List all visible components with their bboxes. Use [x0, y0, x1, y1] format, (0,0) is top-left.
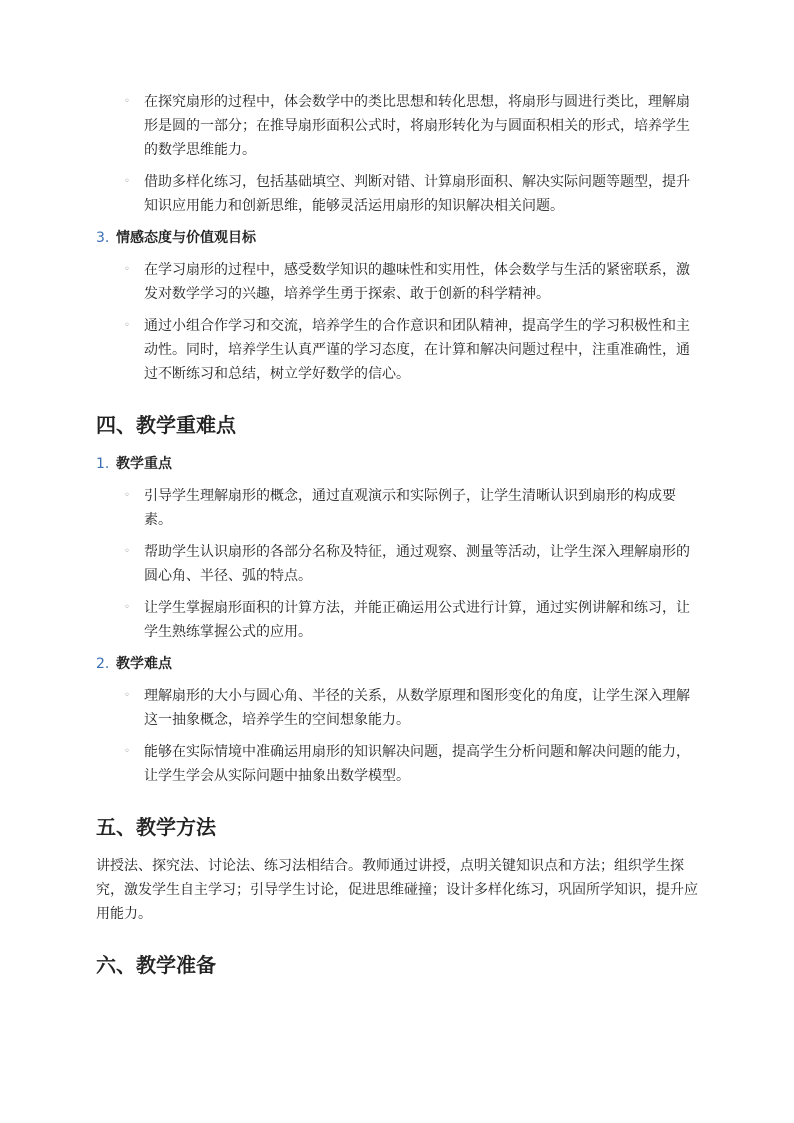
list-item: [96, 90, 698, 162]
list-item: [96, 484, 698, 532]
list-number: 2.: [96, 656, 110, 672]
goal2-bullet-list: [96, 90, 698, 218]
bullet-marker: ◦: [124, 690, 130, 701]
bullet-text: 引导学生理解扇形的概念，通过直观演示和实际例子，让学生清晰认识到扇形的构成要素。: [144, 488, 676, 528]
list-item: [96, 314, 698, 386]
list-item: [96, 540, 698, 588]
bullet-marker: ◦: [124, 176, 130, 187]
difficulties-list: [96, 684, 698, 788]
bullet-text: 通过小组合作学习和交流，培养学生的合作意识和团队精神，提高学生的学习积极性和主动性。同时，培养学生认真严谨的学习态度，在计算和解决问题过程中，注重准确性，通过不断练习和总结，树立学好数学的信心。: [144, 318, 690, 382]
bullet-text: 在探究扇形的过程中，体会数学中的类比思想和转化思想，将扇形与圆进行类比，理解扇形是圆的一部分；在推导扇形面积公式时，将扇形转化为与圆面积相关的形式，培养学生的数学思维能力。: [144, 94, 690, 158]
section-heading: 四、教学重难点: [96, 413, 236, 437]
teaching-methods-paragraph: 讲授法、探究法、讨论法、练习法相结合。教师通过讲授，点明关键知识点和方法；组织学生探究，激发学生自主学习；引导学生讨论，促进思维碰撞；设计多样化练习，巩固所学知识，提升应用能力。: [96, 858, 698, 922]
bullet-marker: ◦: [124, 264, 130, 275]
list-item: [96, 596, 698, 644]
section-heading: 五、教学方法: [96, 815, 216, 839]
difficulties-heading: [96, 652, 698, 676]
numbered-title: 教学难点: [116, 656, 172, 672]
numbered-title: 情感态度与价值观目标: [116, 230, 256, 246]
bullet-text: 能够在实际情境中准确运用扇形的知识解决问题，提高学生分析问题和解决问题的能力，让学生学会从实际问题中抽象出数学模型。: [144, 744, 690, 784]
bullet-text: 让学生掌握扇形面积的计算方法，并能正确运用公式进行计算，通过实例讲解和练习，让学生熟练掌握公式的应用。: [144, 600, 690, 640]
key-points-heading: [96, 452, 698, 476]
numbered-title: 教学重点: [116, 456, 172, 472]
bullet-marker: ◦: [124, 96, 130, 107]
bullet-marker: ◦: [124, 490, 130, 501]
list-item: [96, 170, 698, 218]
goal3-heading: [96, 226, 698, 250]
bullet-marker: ◦: [124, 746, 130, 757]
bullet-text: 理解扇形的大小与圆心角、半径的关系，从数学原理和图形变化的角度，让学生深入理解这一抽象概念，培养学生的空间想象能力。: [144, 688, 690, 728]
list-number: 3.: [96, 230, 110, 246]
section-heading: 六、教学准备: [96, 953, 216, 977]
key-points-list: [96, 484, 698, 644]
bullet-text: 帮助学生认识扇形的各部分名称及特征，通过观察、测量等活动，让学生深入理解扇形的圆心角、半径、弧的特点。: [144, 544, 690, 584]
goal3-bullet-list: [96, 258, 698, 386]
bullet-text: 在学习扇形的过程中，感受数学知识的趣味性和实用性，体会数学与生活的紧密联系，激发对数学学习的兴趣，培养学生勇于探索、敢于创新的科学精神。: [144, 262, 690, 302]
list-number: 1.: [96, 456, 110, 472]
bullet-marker: ◦: [124, 546, 130, 557]
list-item: [96, 258, 698, 306]
bullet-marker: ◦: [124, 320, 130, 331]
bullet-text: 借助多样化练习，包括基础填空、判断对错、计算扇形面积、解决实际问题等题型，提升知识应用能力和创新思维，能够灵活运用扇形的知识解决相关问题。: [144, 174, 690, 214]
list-item: [96, 740, 698, 788]
list-item: [96, 684, 698, 732]
bullet-marker: ◦: [124, 602, 130, 613]
